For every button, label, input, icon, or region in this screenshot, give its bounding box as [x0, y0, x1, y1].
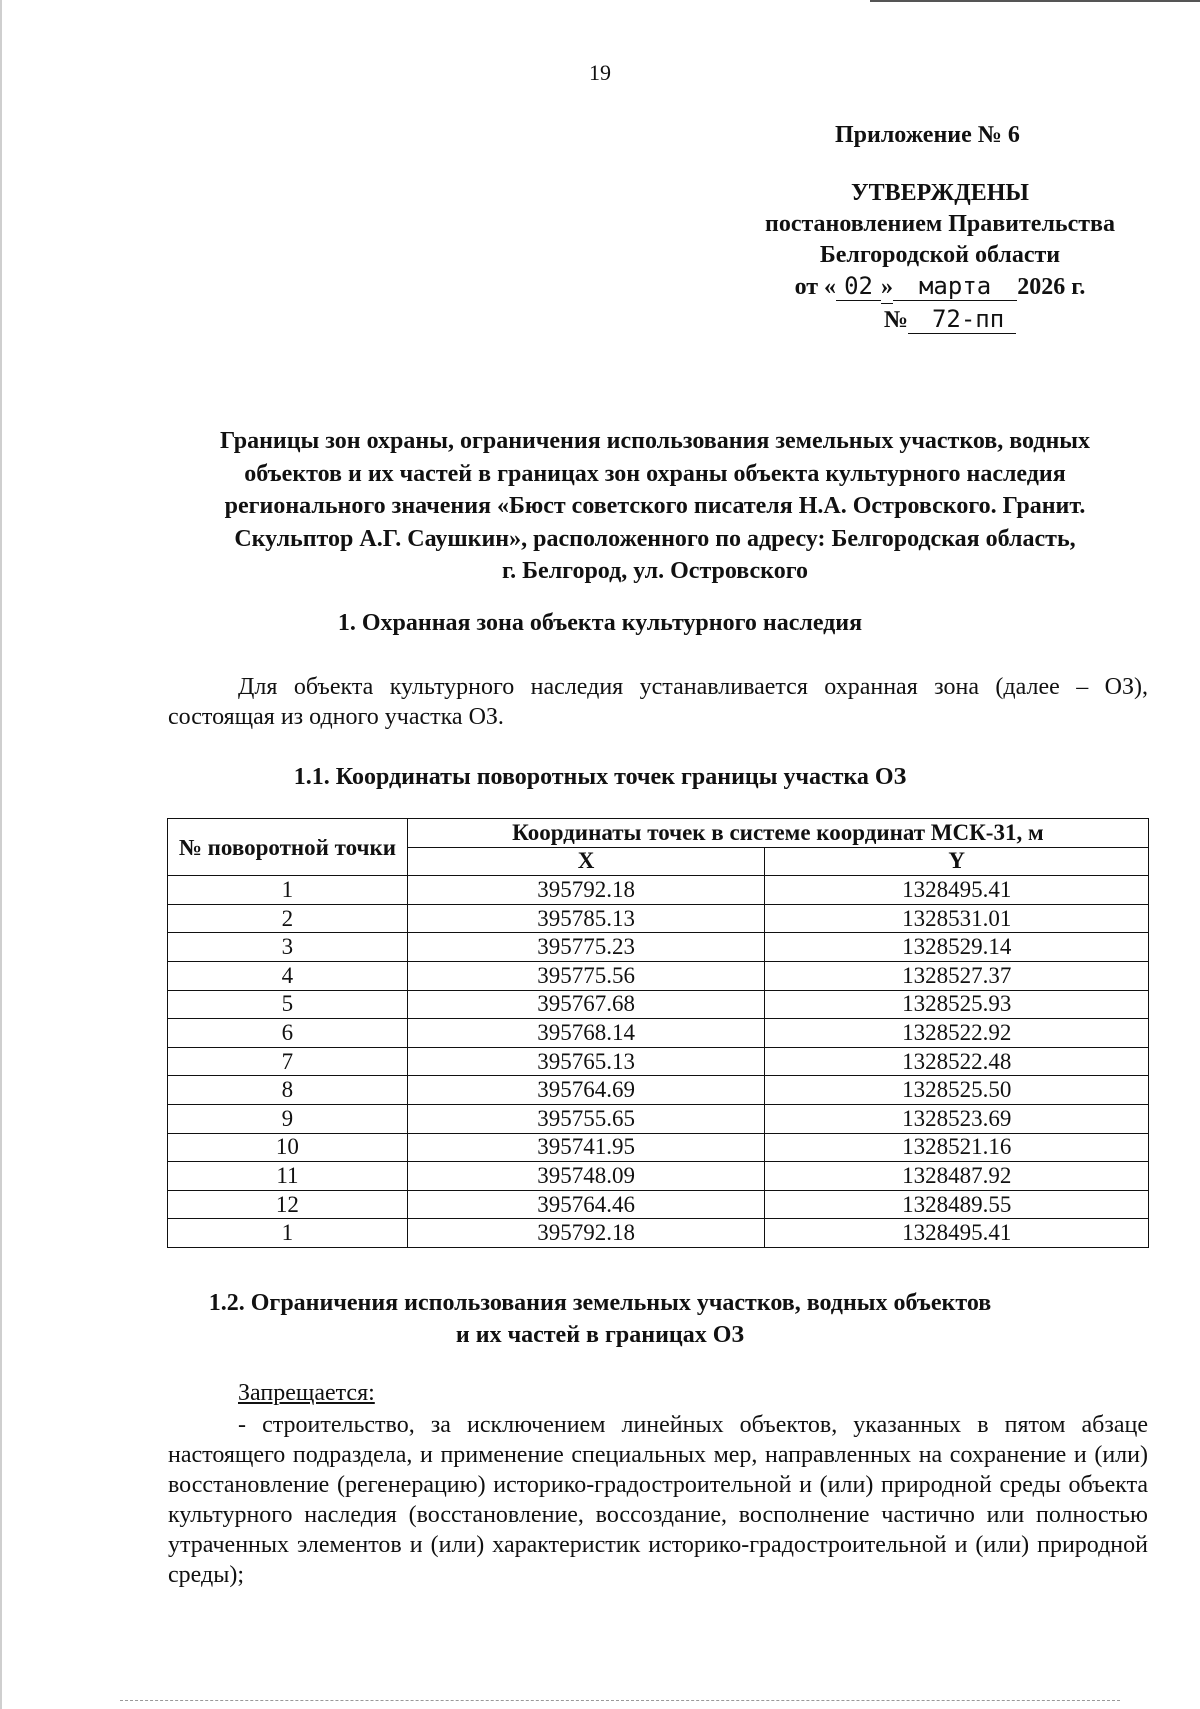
point-cell: 4: [168, 961, 408, 990]
x-cell: 395748.09: [407, 1162, 765, 1191]
x-cell: 395775.23: [407, 933, 765, 962]
page-number: 19: [589, 60, 611, 85]
coordinates-table-body: [168, 876, 1149, 1248]
x-cell: 395755.65: [407, 1104, 765, 1133]
x-cell: 395792.18: [407, 1219, 765, 1248]
y-cell: 1328522.48: [765, 1047, 1149, 1076]
y-cell: 1328525.50: [765, 1076, 1149, 1105]
approval-date: [700, 271, 1180, 304]
prohibited-label: [238, 1378, 638, 1408]
appendix-label: Приложение № 6: [835, 122, 1020, 148]
header-point: № поворотной точки: [168, 819, 408, 876]
approval-number: [700, 304, 1180, 336]
number-prefix: №: [883, 307, 908, 333]
date-day: 02: [836, 272, 881, 301]
y-cell: 1328527.37: [765, 961, 1149, 990]
point-cell: 7: [168, 1047, 408, 1076]
x-cell: 395767.68: [407, 990, 765, 1019]
x-cell: 395764.69: [407, 1076, 765, 1105]
x-cell: 395764.46: [407, 1190, 765, 1219]
x-cell: 395775.56: [407, 961, 765, 990]
point-cell: 5: [168, 990, 408, 1019]
point-cell: 3: [168, 933, 408, 962]
point-cell: 6: [168, 1019, 408, 1048]
header-y: Y: [765, 847, 1149, 876]
y-cell: 1328531.01: [765, 904, 1149, 933]
point-cell: 1: [168, 876, 408, 905]
y-cell: 1328525.93: [765, 990, 1149, 1019]
section-1-heading: 1. Охранная зона объекта культурного наследия: [337, 610, 863, 636]
point-cell: 1: [168, 1219, 408, 1248]
y-cell: 1328529.14: [765, 933, 1149, 962]
table-row: [168, 1190, 1149, 1219]
table-row: [168, 1076, 1149, 1105]
table-row: [168, 990, 1149, 1019]
y-cell: 1328495.41: [765, 1219, 1149, 1248]
table-row: [168, 933, 1149, 962]
header-coordinates: Координаты точек в системе координат МСК-31, м: [407, 819, 1148, 848]
table-row: [168, 1019, 1149, 1048]
table-row: [168, 1047, 1149, 1076]
title-line-5: г. Белгород, ул. Островского: [501, 558, 808, 584]
title-line-1: Границы зон охраны, ограничения использования земельных участков, водных: [219, 428, 1091, 454]
scan-edge-left: [0, 0, 2, 1709]
x-cell: 395741.95: [407, 1133, 765, 1162]
date-month: марта: [893, 272, 1017, 301]
table-row: [168, 1219, 1149, 1248]
x-cell: 395765.13: [407, 1047, 765, 1076]
point-cell: 2: [168, 904, 408, 933]
x-cell: 395768.14: [407, 1019, 765, 1048]
x-cell: 395785.13: [407, 904, 765, 933]
date-mid: »: [881, 272, 893, 304]
coordinates-table: [167, 818, 1149, 1248]
point-cell: 12: [168, 1190, 408, 1219]
y-cell: 1328521.16: [765, 1133, 1149, 1162]
point-cell: 10: [168, 1133, 408, 1162]
table-row: [168, 1162, 1149, 1191]
number-value: 72-пп: [908, 305, 1016, 334]
table-row: [168, 961, 1149, 990]
section-1-1-heading: 1.1. Координаты поворотных точек границы участка ОЗ: [293, 764, 907, 790]
scan-edge-bottom: [120, 1700, 1120, 1701]
document-title: [160, 425, 1150, 588]
table-row: [168, 904, 1149, 933]
title-line-3: регионального значения «Бюст советского писателя Н.А. Островского. Гранит.: [224, 493, 1086, 519]
y-cell: 1328523.69: [765, 1104, 1149, 1133]
table-row: [168, 1133, 1149, 1162]
prohibited-label-text: Запрещается:: [238, 1380, 375, 1406]
approval-title: УТВЕРЖДЕНЫ: [851, 180, 1029, 206]
approval-block: [700, 178, 1180, 336]
header-x: X: [407, 847, 765, 876]
table-row: [168, 876, 1149, 905]
y-cell: 1328495.41: [765, 876, 1149, 905]
point-cell: 11: [168, 1162, 408, 1191]
title-line-4: Скульптор А.Г. Саушкин», расположенного по адресу: Белгородская область,: [234, 525, 1076, 552]
y-cell: 1328487.92: [765, 1162, 1149, 1191]
section-1-intro: Для объекта культурного наследия устанавливается охранная зона (далее – ОЗ), состоящая из одного участка ОЗ.: [168, 674, 1148, 730]
prohibited-item-1: - строительство, за исключением линейных объектов, указанных в пятом абзаце настоящего подраздела, и применение специальных мер, направленных на сохранение и (или) восстановление (регенерацию) историко-градостроительной и (или) природной среды объекта культурного наследия (восстановление, воссоздание, восполнение частично или полностью утраченных элементов и (или) характеристик историко-градостроительной и (или) природной среды);: [168, 1412, 1148, 1588]
title-line-2: объектов и их частей в границах зон охраны объекта культурного наследия: [244, 460, 1066, 487]
approval-line2: Белгородской области: [819, 242, 1061, 268]
section-1-2-heading-line2: и их частей в границах ОЗ: [455, 1322, 745, 1348]
table-row: [168, 1104, 1149, 1133]
date-prefix: от «: [794, 274, 837, 300]
point-cell: 9: [168, 1104, 408, 1133]
point-cell: 8: [168, 1076, 408, 1105]
y-cell: 1328489.55: [765, 1190, 1149, 1219]
section-1-2-heading-line1: 1.2. Ограничения использования земельных участков, водных объектов: [208, 1290, 992, 1316]
approval-line1: постановлением Правительства: [764, 211, 1115, 237]
y-cell: 1328522.92: [765, 1019, 1149, 1048]
date-suffix: 2026 г.: [1017, 274, 1086, 300]
scan-edge-top: [870, 0, 1200, 2]
x-cell: 395792.18: [407, 876, 765, 905]
